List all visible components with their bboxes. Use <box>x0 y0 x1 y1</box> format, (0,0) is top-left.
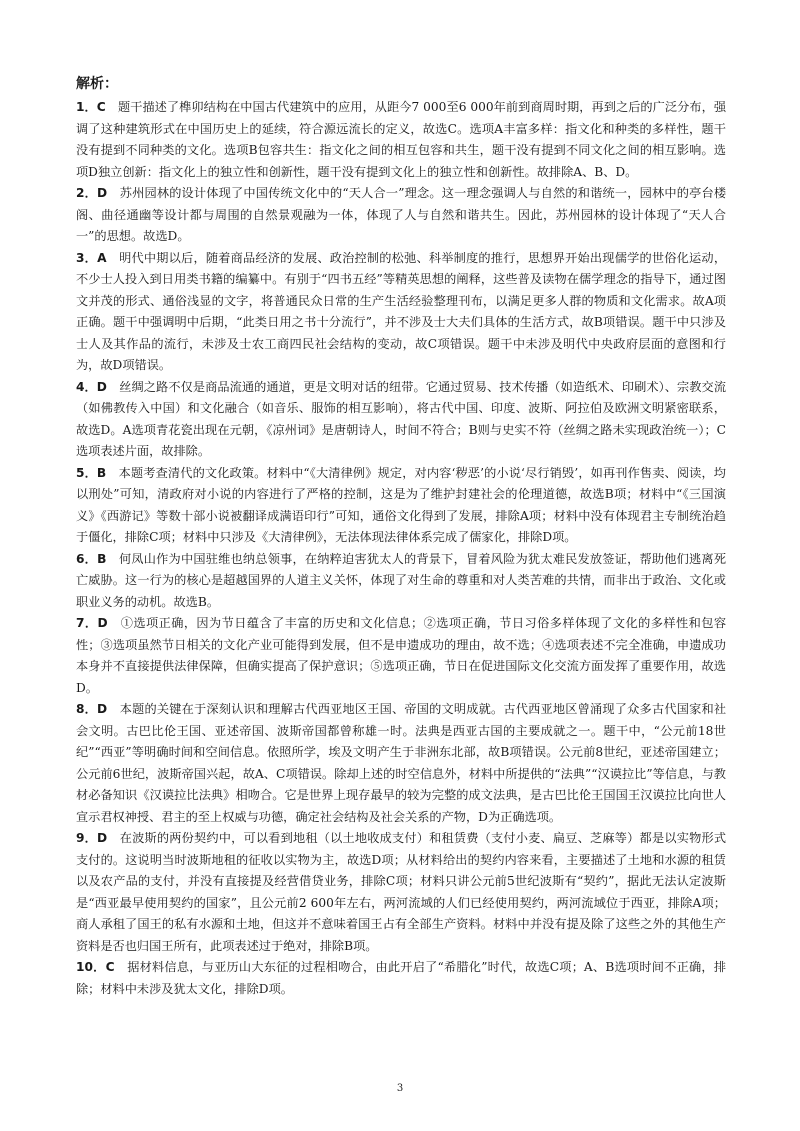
answer-number: 6．B <box>76 551 107 566</box>
answer-number: 1．C <box>76 100 106 114</box>
explanation-item-5 <box>76 463 726 549</box>
explanation-text: ①选项正确，因为节日蕴含了丰富的历史和文化信息；②选项正确，节日习俗多样体现了文化的多样性和包容性；③选项虽然节日相关的文化产业可能得到发展，但不是申遗成功的理由，故不选；④选项表述不完全准确，申遗成功本身并不直接提供法律保障，但确实提高了保护意识；⑤选项正确，节日在促进国际文化交流方面发挥了重要作用，故选D。 <box>76 616 727 695</box>
explanation-text: 本题的关键在于深刻认识和理解古代西亚地区王国、帝国的文明成就。古代西亚地区曾涌现了众多古代国家和社会文明。古巴比伦王国、亚述帝国、波斯帝国都曾称雄一时。法典是西亚古国的主要成就之一。题干中，“公元前18世纪”“西亚”等明确时间和空间信息。依照所学，埃及文明产生于非洲东北部，故B项错误。公元前8世纪，亚述帝国建立；公元前6世纪，波斯帝国兴起，故A、C项错误。除却上述的时空信息外，材料中所提供的“法典”“汉谟拉比”等信息，与教材必备知识《汉谟拉比法典》相吻合。它是世界上现存最早的较为完整的成文法典，是古巴比伦王国国王汉谟拉比向世人宣示君权神授、君主的至上权威与功德，确定社会结构及社会关系的产物，D为正确选项。 <box>76 702 727 824</box>
answer-number: 7．D <box>76 616 108 630</box>
explanation-item-8 <box>76 699 726 828</box>
explanation-item-2 <box>76 183 726 248</box>
explanation-text: 本题考查清代的文化政策。材料中“《大清律例》规定，对内容‘秽恶’的小说‘尽行销毁’，如再刊作售卖、阅读，均以刑处”可知，清政府对小说的内容进行了严格的控制，这是为了维护封建社会的伦理道德，故选B项；材料中“《三国演义》《西游记》等数十部小说被翻译成满语印行”可知，通俗文化得到了发展，排除A项；材料中没有体现君主专制统治趋于僵化，排除C项；材料中只涉及《大清律例》，无法体现法律体系完成了儒家化，排除D项。 <box>76 465 726 544</box>
answer-number: 4．D <box>76 379 107 394</box>
answer-explanations <box>76 97 726 1000</box>
explanation-text: 丝绸之路不仅是商品流通的通道，更是文明对话的纽带。它通过贸易、技术传播（如造纸术、印刷术）、宗教交流（如佛教传入中国）和文化融合（如音乐、服饰的相互影响），将古代中国、印度、波斯、阿拉伯及欧洲文明紧密联系，故选D。A选项青花瓷出现在元朝，《凉州词》是唐朝诗人，时间不符合；B则与史实不符（丝绸之路未实现政治统一）；C选项表述片面，故排除。 <box>76 379 727 458</box>
answer-number: 2．D <box>76 186 108 200</box>
answer-number: 8．D <box>76 702 108 716</box>
answer-number: 10．C <box>76 960 115 974</box>
explanation-item-9 <box>76 828 726 957</box>
explanation-text: 题干描述了榫卯结构在中国古代建筑中的应用，从距今7 000至6 000年前到商周时期，再到之后的广泛分布，强调了这种建筑形式在中国历史上的延续，符合源远流长的定义，故选C。选项A丰富多样：指文化和种类的多样性，题干没有提到不同种类的文化。选项B包容共生：指文化之间的相互包容和共生，题干没有提到不同文化之间的相互影响。选项D独立创新：指文化上的独立性和创新性，题干没有提到文化上的独立性和创新性。故排除A、B、D。 <box>76 100 727 179</box>
answer-number: 3．A <box>76 250 107 265</box>
explanation-text: 在波斯的两份契约中，可以看到地租（以土地收成支付）和租赁费（支付小麦、扁豆、芝麻等）都是以实物形式支付的。这说明当时波斯地租的征收以实物为主，故选D项；从材料给出的契约内容来看，主要描述了土地和水源的租赁以及农产品的支付，并没有直接提及经营借贷业务，排除C项；材料只讲公元前5世纪波斯有“契约”，据此无法认定波斯是“西亚最早使用契约的国家”，且公元前2 600年左右，两河流域的人们已经使用契约，两河流域位于西亚，排除A项；商人承租了国王的私有水源和土地，但这并不意味着国王占有全部生产资料。材料中并没有提及除了这些之外的其他生产资料是否也归国王所有，此项表述过于绝对，排除B项。 <box>76 831 727 953</box>
explanation-item-3 <box>76 248 726 377</box>
page-number: 3 <box>396 1083 404 1094</box>
answer-number: 5．B <box>76 465 107 480</box>
explanation-item-10 <box>76 957 726 1000</box>
explanation-text: 明代中期以后，随着商品经济的发展、政治控制的松弛、科举制度的推行，思想界开始出现儒学的世俗化运动，不少士人投入到日用类书籍的编纂中。有别于“四书五经”等精英思想的阐释，这些普及读物在儒学理念的指导下，通过图文并茂的形式、通俗浅显的文字，将普通民众日常的生产生活经验整理刊布，以满足更多人群的物质和文化需求。故A项正确。题干中强调明中后期，“此类日用之书十分流行”，并不涉及士大夫们具体的生活方式，故B项错误。题干中只涉及士人及其作品的流行，未涉及士农工商四民社会结构的变动，故C项错误。题干中未涉及明代中央政府层面的意图和行为，故D项错误。 <box>76 250 727 372</box>
explanation-item-4 <box>76 377 726 463</box>
explanation-item-1 <box>76 97 726 183</box>
explanation-item-6 <box>76 549 726 614</box>
explanation-text: 何凤山作为中国驻维也纳总领事，在纳粹迫害犹太人的背景下，冒着风险为犹太难民发放签证，帮助他们逃离死亡威胁。这一行为的核心是超越国界的人道主义关怀，体现了对生命的尊重和对人类苦难的共情，而非出于政治、文化或职业义务的动机。故选B。 <box>76 551 727 609</box>
explanation-item-7 <box>76 613 726 699</box>
analysis-heading: 解析： <box>76 76 118 92</box>
answer-number: 9．D <box>76 831 108 845</box>
explanation-text: 据材料信息，与亚历山大东征的过程相吻合，由此开启了“希腊化”时代，故选C项；A、B选项时间不正确，排除；材料中未涉及犹太文化，排除D项。 <box>76 960 726 996</box>
explanation-text: 苏州园林的设计体现了中国传统文化中的“天人合一”理念。这一理念强调人与自然的和谐统一，园林中的亭台楼阁、曲径通幽等设计都与周围的自然景观融为一体，体现了人与自然和谐共生。因此，苏州园林的设计体现了“天人合一”的思想。故选D。 <box>76 186 727 243</box>
